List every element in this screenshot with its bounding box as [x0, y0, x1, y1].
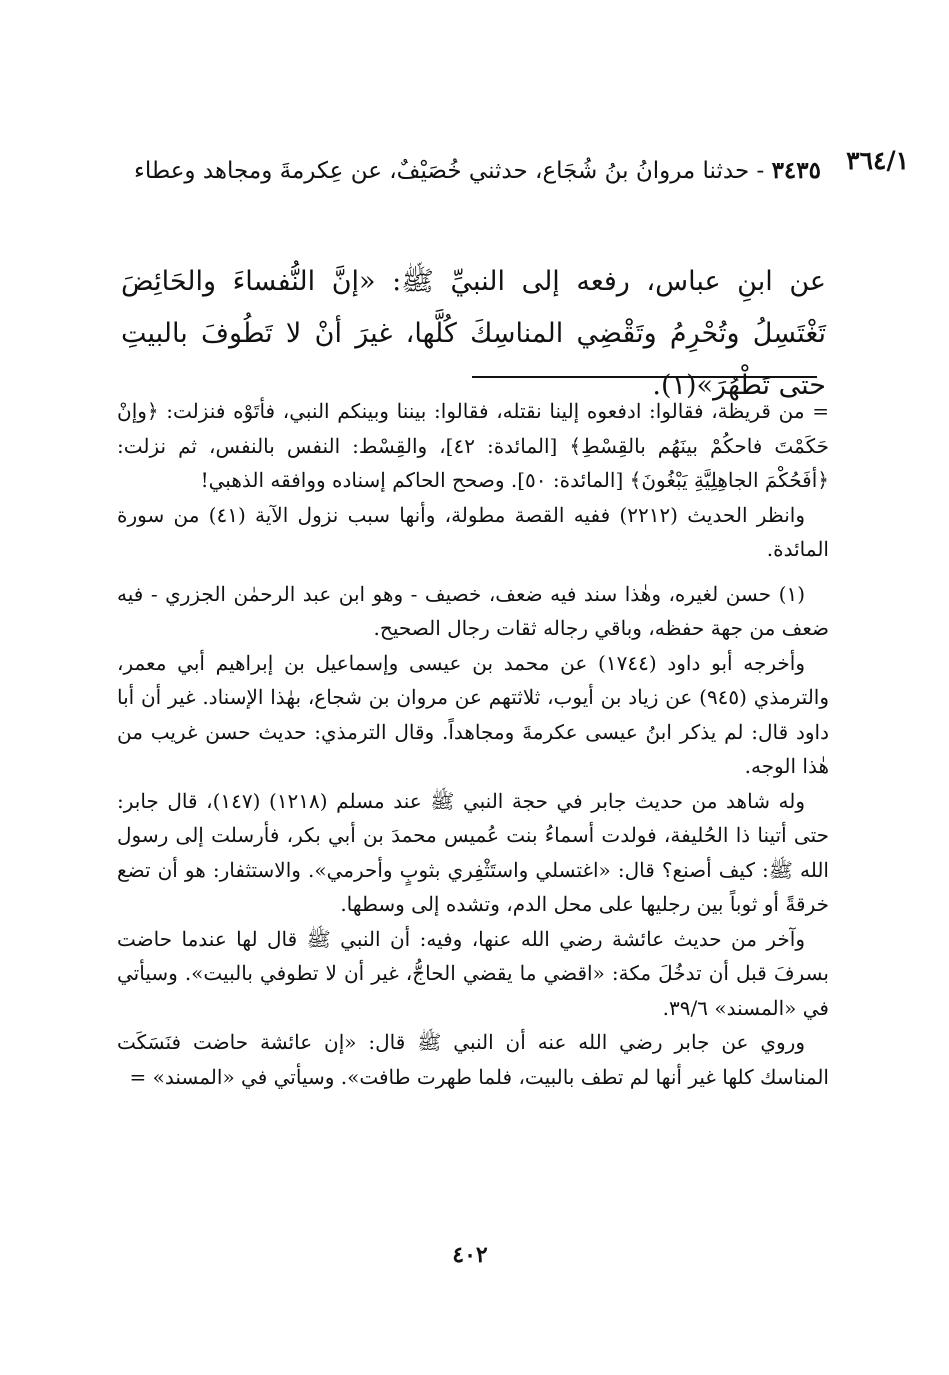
hadith-number: ٣٤٣٥ [771, 157, 821, 184]
margin-volume-page-reference: ٣٦٤/١ [846, 146, 909, 175]
hadith-matn: عن ابنِ عباس، رفعه إلى النبيِّ ﷺ: «إنَّ النُّفساءَ والحَائِضَ تَغْتَسِلُ وتُحْرِمُ وتَقْضِي المناسِكَ كُلَّها، غيرَ أنْ لا تَطُوفَ بالبيتِ حتى تَطْهُرَ»(١). [121, 266, 826, 401]
footnote-separator [472, 376, 817, 378]
hadith-header [121, 146, 821, 196]
hadith-isnad: - حدثنا مروانُ بنُ شُجَاع، حدثني خُصَيْفٌ، عن عِكرمةَ ومجاهد وعطاء [134, 158, 772, 184]
page-number: ٤٠٢ [452, 1242, 488, 1268]
footnote-1-shahid-jabir: وله شاهد من حديث جابر في حجة النبي ﷺ عند مسلم (١٢١٨) (١٤٧)، قال جابر: حتى أتينا ذا الحُليفة، فولدت أسماءُ بنت عُميس محمدَ بن أبي بكر، فأرسلت إلى رسول الله ﷺ: كيف أصنع؟ قال: «اغتسلي واستَثْفِري بثوبٍ وأحرمي». والاستثفار: هو أن تضع خرقةً أو ثوباً بين رجليها على محل الدم، وتشده إلى وسطها. [117, 788, 829, 916]
footnote-1-takhrij: وأخرجه أبو داود (١٧٤٤) عن محمد بن عيسى وإسماعيل بن إبراهيم أبي معمر، والترمذي (٩٤٥) عن زياد بن أيوب، ثلاثتهم عن مروان بن شجاع، بهٰذا الإسناد. غير أن أبا داود قال: لم يذكر ابنُ عيسى عكرمةَ ومجاهداً. وقال الترمذي: حديث حسن غريب من هٰذا الوجه. [117, 650, 829, 778]
footnote-1-shahid-aisha: وآخر من حديث عائشة رضي الله عنها، وفيه: أن النبي ﷺ قال لها عندما حاضت بسرفَ قبل أن تدخُلَ مكة: «اقضي ما يقضي الحاجُّ، غير أن لا تطوفي بالبيت». وسيأتي في «المسند» ٣٩/٦. [117, 926, 829, 1020]
footnote-1-grading: (١) حسن لغيره، وهٰذا سند فيه ضعف، خصيف - وهو ابن عبد الرحمٰن الجزري - فيه ضعف من جهة حفظه، وباقي رجاله ثقات رجال الصحيح. [117, 581, 829, 640]
footnote-continued-text: = من قريظة، فقالوا: ادفعوه إلينا نقتله، فقالوا: بيننا وبينكم النبي، فأتَوْه فنزلت: ﴿وإنْ حَكَمْتَ فاحكُمْ بينَهُم بالقِسْطِ﴾ [المائدة: ٤٢]، والقِسْط: النفس بالنفس، ثم نزلت: ﴿أفَحُكْمَ الجاهِلِيَّةِ يَبْغُونَ﴾ [المائدة: ٥٠]. وصحح الحاكم إسناده ووافقه الذهبي! [117, 399, 829, 492]
footnote-1-jabir-riwaya: وروي عن جابر رضي الله عنه أن النبي ﷺ قال: «إن عائشة حاضت فنَسَكَت المناسك كلها غير أنها لم تطف بالبيت، فلما طهرت طافت». وسيأتي في «المسند» = [117, 1030, 829, 1089]
footnote-continued-reference: وانظر الحديث (٢٢١٢) ففيه القصة مطولة، وأنها سبب نزول الآية (٤١) من سورة المائدة. [117, 502, 829, 561]
footnotes [117, 394, 829, 1094]
